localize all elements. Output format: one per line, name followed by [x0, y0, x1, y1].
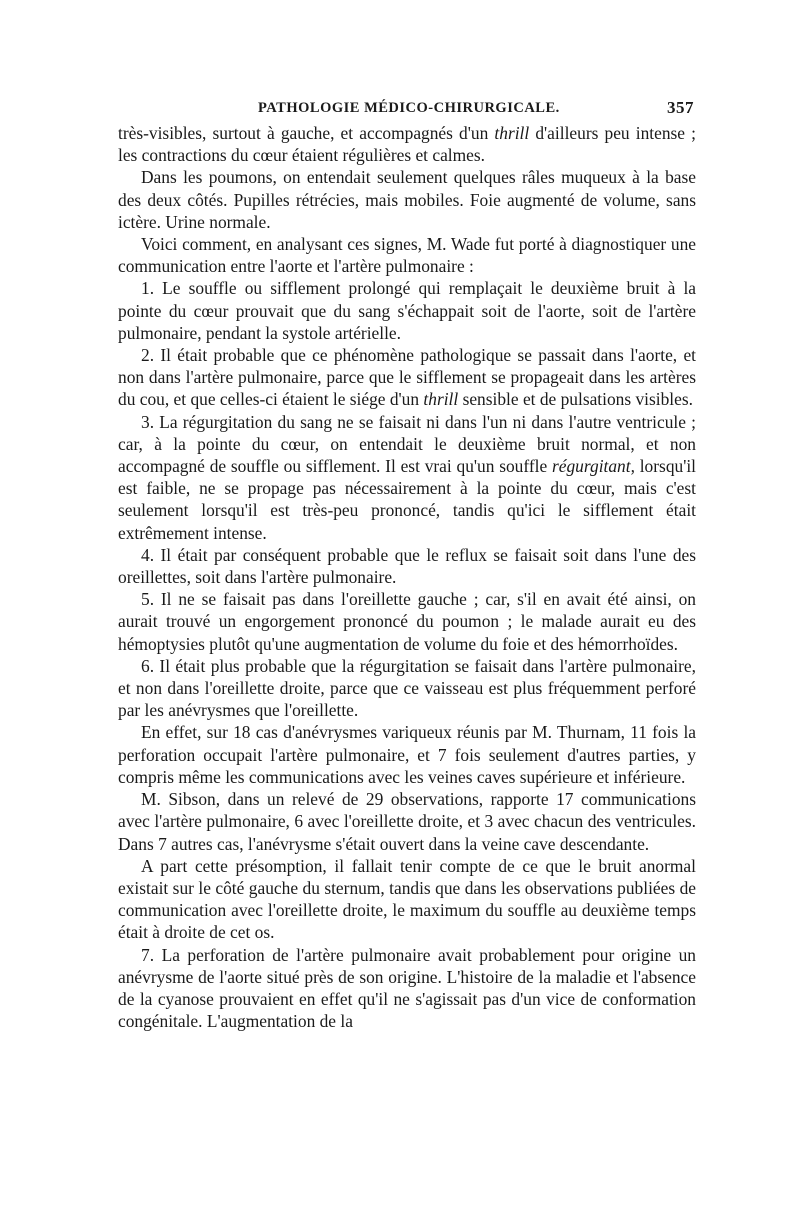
italic-term: thrill — [494, 123, 530, 143]
paragraph-p8 — [118, 655, 696, 722]
body-text — [118, 122, 696, 1032]
paragraph-p9 — [118, 721, 696, 788]
text-run: Voici comment, en analysant ces signes, M. Wade fut porté à diagnostiquer une communication entre l'aorte et l'artère pulmonaire : — [118, 234, 696, 277]
text-run: M. Sibson, dans un relevé de 29 observations, rapporte 17 communications avec l'artère pulmonaire, 6 avec l'oreillette droite, et 3 avec chacun des ventricules. Dans 7 autres cas, l'anévrysme s'était ouvert dans la veine cave descendante. — [118, 789, 696, 854]
text-run: Dans les poumons, on entendait seulement quelques râles muqueux à la base des deux côtés. Pupilles rétrécies, mais mobiles. Foie augmenté de volume, sans ictère. Urine normale. — [118, 167, 696, 232]
text-run: En effet, sur 18 cas d'anévrysmes variqueux réunis par M. Thurnam, 11 fois la perforation occupait l'artère pulmonaire, et 7 fois seulement d'autres parties, y compris même les communications avec les veines caves supérieure et inférieure. — [118, 722, 696, 787]
paragraph-p0 — [118, 122, 696, 166]
text-run: A part cette présomption, il fallait tenir compte de ce que le bruit anormal existait sur le côté gauche du sternum, tandis que dans les observations publiées de communication avec l'oreillette droite, le maximum du souffle au deuxième temps était à droite de cet os. — [118, 855, 696, 943]
paragraph-p5 — [118, 411, 696, 544]
running-head-title: PATHOLOGIE MÉDICO-CHIRURGICALE. — [258, 100, 560, 116]
text-run: 7. La perforation de l'artère pulmonaire avait probablement pour origine un anévrysme de l'aorte situé près de son origine. L'histoire de la maladie et l'absence de la cyanose prouvaient en effet qu'il ne s'agissait pas d'un vice de conformation congénitale. L'augmentation de la — [118, 944, 696, 1032]
page-number: 357 — [667, 98, 694, 117]
text-run: 2. Il était probable que ce phénomène pathologique se passait dans l'aorte, et non dans l'artère pulmonaire, parce que le sifflement se propageait dans les artères du cou, et que celles-ci étaient le siége d'un — [118, 345, 696, 410]
paragraph-p10 — [118, 788, 696, 855]
paragraph-p7 — [118, 588, 696, 655]
text-run: d'ailleurs peu intense ; les contractions du cœur étaient régulières et calmes. — [118, 123, 696, 166]
text-run: 1. Le souffle ou sifflement prolongé qui remplaçait le deuxième bruit à la pointe du cœur prouvait que du sang s'échappait soit de l'aorte, soit de l'artère pulmonaire, pendant la systole artérielle. — [118, 278, 696, 343]
book-page — [118, 96, 696, 1032]
text-run: 3. La régurgitation du sang ne se faisait ni dans l'un ni dans l'autre ventricule ; car, à la pointe du cœur, on entendait le deuxième bruit normal, et non accompagné de souffle ou sifflement. Il est vrai qu'un souffle — [118, 411, 696, 477]
running-head — [118, 96, 696, 122]
text-run: lorsqu'il est faible, ne se propage pas nécessairement à la pointe du cœur, mais c'est seulement lorsqu'il est très-peu prononcé, tandis qu'ici le sifflement était extrêmement intense. — [118, 456, 697, 543]
text-run: 4. Il était par conséquent probable que le reflux se faisait soit dans l'une des oreillettes, soit dans l'artère pulmonaire. — [118, 544, 696, 588]
paragraph-p6 — [118, 544, 696, 588]
text-run: 6. Il était plus probable que la régurgitation se faisait dans l'artère pulmonaire, et non dans l'oreillette droite, parce que ce vaisseau est plus fréquemment perforé par les anévrysmes que l'oreillette. — [118, 655, 696, 721]
paragraph-p2 — [118, 233, 696, 277]
paragraph-p3 — [118, 277, 696, 344]
paragraph-p11 — [118, 855, 696, 944]
italic-term: régurgitant, — [552, 456, 635, 477]
paragraph-p4 — [118, 344, 696, 411]
text-run: 5. Il ne se faisait pas dans l'oreillette gauche ; car, s'il en avait été ainsi, on aurait trouvé un engorgement prononcé du poumon ; le malade aurait eu des hémoptysies plutôt qu'une augmentation de volume du foie et des hémorrhoïdes. — [118, 589, 696, 654]
text-run: sensible et de pulsations visibles. — [458, 389, 693, 410]
paragraph-p12 — [118, 944, 696, 1033]
paragraph-p1 — [118, 166, 696, 233]
text-run: très-visibles, surtout à gauche, et accompagnés d'un — [118, 123, 495, 143]
italic-term: thrill — [423, 389, 459, 410]
